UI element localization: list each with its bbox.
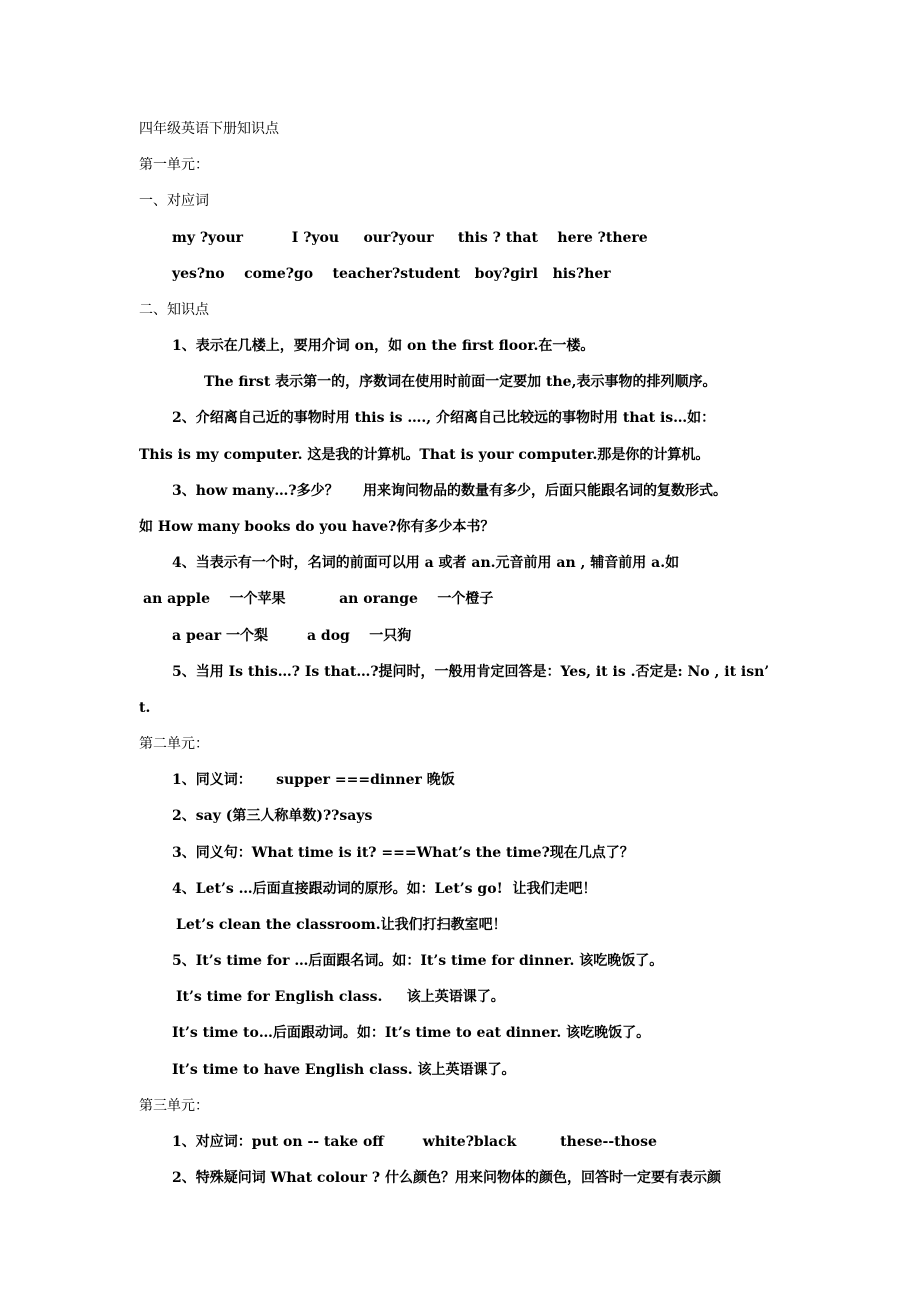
unit-heading: 第三单元： <box>139 1098 209 1114</box>
text-line: an apple 一个苹果 an orange 一个橙子 <box>143 591 494 607</box>
text-line: It’s time to…后面跟动词。如：It’s time to eat dinner. 该吃晚饭了。 <box>172 1025 651 1041</box>
text-line: The first 表示第一的，序数词在使用时前面一定要加 the,表示事物的排列顺序。 <box>204 374 717 390</box>
text-line: 4、当表示有一个时，名词的前面可以用 a 或者 an.元音前用 an , 辅音前用 a.如 <box>172 555 680 571</box>
text-line: This is my computer. 这是我的计算机。That is your computer.那是你的计算机。 <box>139 447 710 463</box>
text-line: my ?your I ?you our?your this ? that here ?there <box>172 230 648 246</box>
text-line: 5、It’s time for …后面跟名词。如：It’s time for dinner. 该吃晚饭了。 <box>172 953 664 969</box>
text-line: 1、表示在几楼上，要用介词 on，如 on the first floor.在一楼。 <box>172 338 595 354</box>
section-heading: 二、知识点 <box>139 302 209 318</box>
text-line: 2、特殊疑问词 What colour ? 什么颜色？用来问物体的颜色，回答时一定要有表示颜 <box>172 1170 721 1186</box>
text-line: It’s time for English class. 该上英语课了。 <box>176 989 505 1005</box>
unit-heading: 第二单元： <box>139 736 209 752</box>
text-line: 3、同义句：What time is it? ===What’s the time?现在几点了？ <box>172 845 634 861</box>
text-line: 1、同义词： supper ===dinner 晚饭 <box>172 772 455 788</box>
text-line: 1、对应词：put on -- take off white?black these--those <box>172 1134 657 1150</box>
unit-heading: 第一单元： <box>139 157 209 173</box>
text-line: a pear 一个梨 a dog 一只狗 <box>172 628 412 644</box>
section-heading: 一、对应词 <box>139 193 209 209</box>
document-title: 四年级英语下册知识点 <box>139 121 279 137</box>
text-line: 5、当用 Is this…? Is that…?提问时，一般用肯定回答是：Yes, it is .否定是: No , it isn’ <box>172 664 770 680</box>
text-line: yes?no come?go teacher?student boy?girl his?her <box>172 266 611 282</box>
text-line: 2、say (第三人称单数)??says <box>172 808 373 824</box>
text-line: 4、Let’s …后面直接跟动词的原形。如：Let’s go! 让我们走吧！ <box>172 881 597 897</box>
text-line: t. <box>139 700 151 716</box>
text-line: It’s time to have English class. 该上英语课了。 <box>172 1062 516 1078</box>
text-line: 如 How many books do you have?你有多少本书？ <box>139 519 495 535</box>
text-line: 2、介绍离自己近的事物时用 this is …., 介绍离自己比较远的事物时用 that is…如： <box>172 410 716 426</box>
text-line: Let’s clean the classroom.让我们打扫教室吧！ <box>176 917 507 933</box>
text-line: 3、how many…?多少？ 用来询问物品的数量有多少，后面只能跟名词的复数形式。 <box>172 483 727 499</box>
